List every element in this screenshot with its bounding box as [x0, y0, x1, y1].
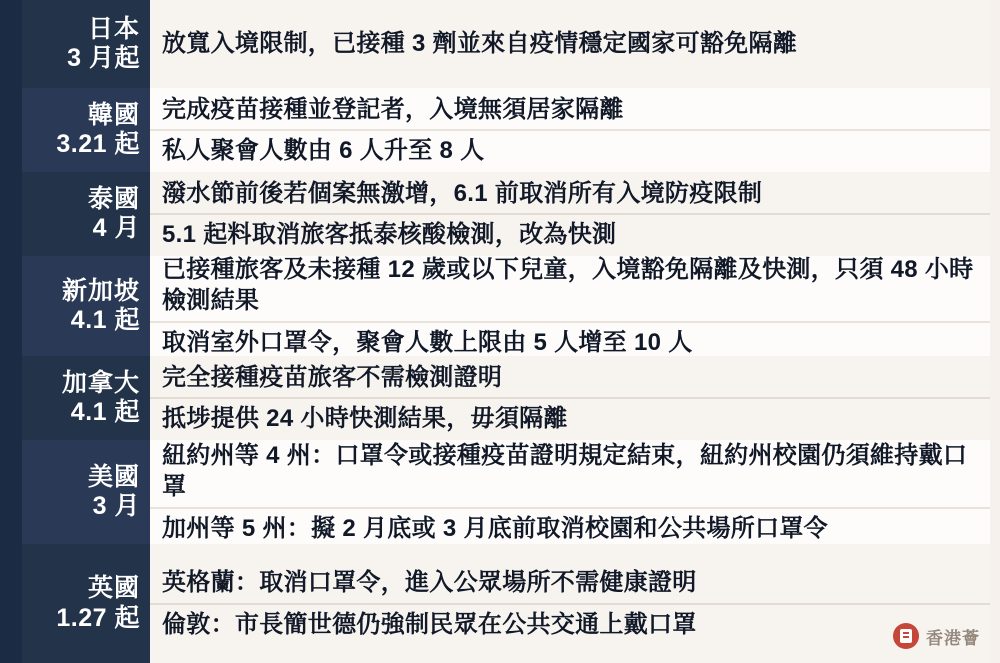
effective-date: 4 月 [92, 214, 140, 242]
policy-line: 已接種旅客及未接種 12 歲或以下兒童，入境豁免隔離及快測，只須 48 小時檢測結果 [162, 256, 974, 315]
policy-line: 5.1 起料取消旅客抵泰核酸檢測，改為快測 [150, 213, 990, 254]
country-name: 加拿大 [61, 368, 140, 397]
table-row [22, 172, 990, 256]
policy-line: 英格蘭：取消口罩令，進入公眾場所不需健康證明 [162, 569, 697, 597]
row-content-korea [150, 88, 990, 172]
country-name: 韓國 [87, 100, 140, 129]
country-name: 泰國 [87, 184, 140, 213]
row-content-japan [150, 0, 990, 88]
country-name: 美國 [87, 462, 140, 491]
watermark-label: 香港薈 [926, 628, 980, 648]
policy-line: 加州等 5 州：擬 2 月底或 3 月底前取消校園和公共場所口罩令 [150, 507, 990, 548]
row-content-canada [150, 356, 990, 440]
row-label-thailand [22, 172, 150, 256]
country-name: 日本 [87, 14, 140, 43]
effective-date: 1.27 起 [56, 603, 140, 632]
policy-line: 放寬入境限制，已接種 3 劑並來自疫情穩定國家可豁免隔離 [162, 30, 798, 58]
row-content-singapore [150, 256, 990, 356]
watermark [893, 623, 980, 649]
policy-table [22, 0, 990, 663]
policy-line: 完全接種疫苗旅客不需檢測證明 [162, 363, 503, 391]
row-content-thailand [150, 172, 990, 256]
row-label-korea [22, 88, 150, 172]
table-row [22, 544, 990, 663]
policy-line: 紐約州等 4 州：口罩令或接種疫苗證明規定結束，紐約州校園仍須維持戴口罩 [162, 442, 968, 501]
effective-date: 4.1 起 [70, 306, 140, 334]
policy-line: 潑水節前後若個案無激增，6.1 前取消所有入境防疫限制 [162, 179, 763, 207]
row-label-usa [22, 440, 150, 544]
row-label-japan [22, 0, 150, 88]
table-row [22, 256, 990, 356]
row-content-uk [150, 544, 990, 663]
book-logo-icon [893, 623, 919, 649]
country-name: 英國 [87, 574, 140, 602]
table-row [22, 356, 990, 440]
effective-date: 3.21 起 [56, 130, 140, 158]
left-accent-strip [0, 0, 22, 663]
row-content-usa [150, 440, 990, 544]
row-label-singapore [22, 256, 150, 356]
table-row [22, 88, 990, 172]
effective-date: 3 月 [92, 492, 140, 520]
table-row [22, 440, 990, 544]
country-name: 新加坡 [61, 276, 140, 305]
table-row [22, 0, 990, 88]
right-edge-strip [990, 0, 1000, 663]
row-label-canada [22, 356, 150, 440]
effective-date: 3 月起 [67, 44, 140, 72]
effective-date: 4.1 起 [70, 398, 140, 426]
policy-line: 完成疫苗接種並登記者，入境無須居家隔離 [162, 95, 624, 123]
policy-line: 抵埗提供 24 小時快測結果，毋須隔離 [150, 397, 990, 438]
row-label-uk [22, 544, 150, 663]
policy-line: 私人聚會人數由 6 人升至 8 人 [150, 129, 990, 170]
policy-line: 倫敦：市長簡世德仍強制民眾在公共交通上戴口罩 [150, 603, 990, 644]
policy-line: 取消室外口罩令，聚會人數上限由 5 人增至 10 人 [150, 321, 990, 362]
